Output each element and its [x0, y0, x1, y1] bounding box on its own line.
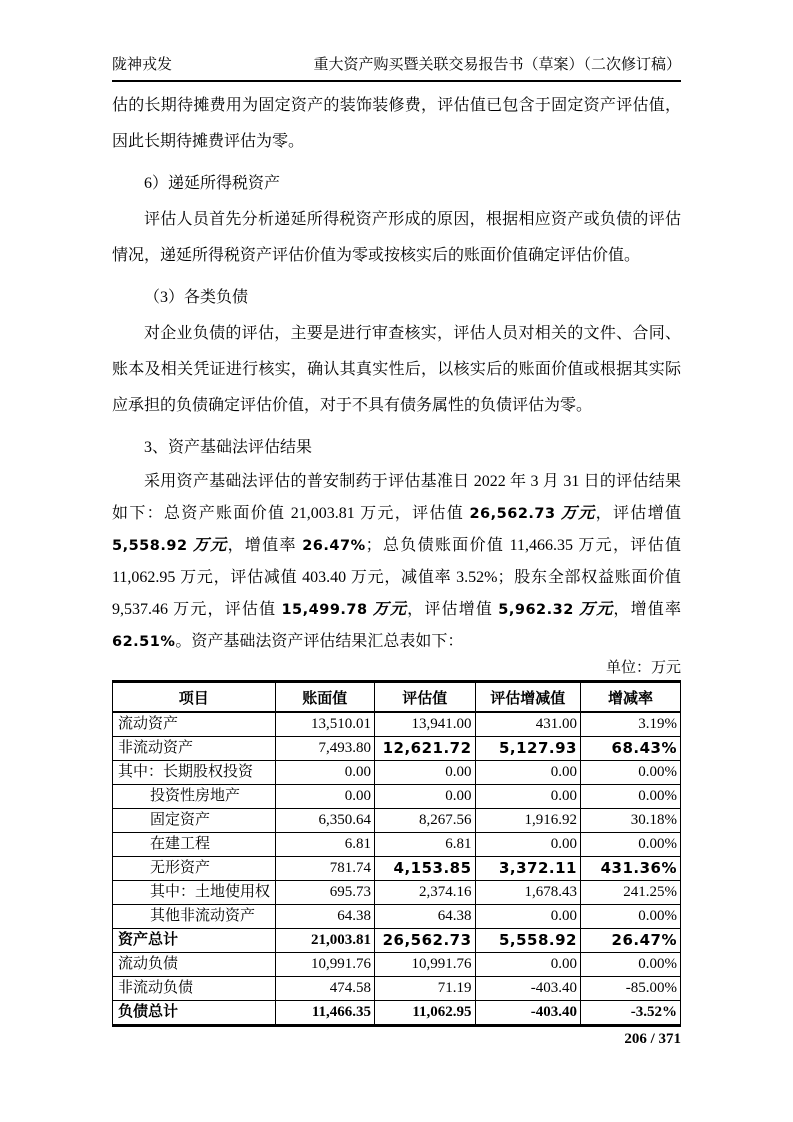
table-header-row — [113, 682, 681, 713]
row-label: 在建工程 — [113, 833, 276, 857]
row-label: 其他非流动资产 — [113, 905, 276, 929]
row-label: 其中：长期股权投资 — [113, 761, 276, 785]
text-run: 6）递延所得税资产 — [144, 175, 281, 192]
cell-value: 474.58 — [275, 977, 374, 1001]
body-paragraph — [112, 202, 681, 274]
row-label: 固定资产 — [113, 809, 276, 833]
emphasized-value: 万元 — [367, 601, 408, 618]
cell-value: 11,466.35 — [275, 1001, 374, 1026]
text-run: （3）各类负债 — [144, 289, 249, 306]
row-label: 负债总计 — [113, 1001, 276, 1026]
row-label: 流动负债 — [113, 953, 276, 977]
text-run: 采用资产基础法评估的普安制药于评估基准日 2022 年 3 月 31 日的评估结果如下：总资产账面价值 21,003.81 万元，评估值 — [112, 473, 681, 522]
table-row — [113, 809, 681, 833]
cell-value: 12,621.72 — [375, 737, 476, 761]
table-row — [113, 857, 681, 881]
emphasized-value: 万元 — [187, 537, 228, 554]
cell-value: 0.00% — [580, 785, 680, 809]
cell-value: 0.00 — [375, 761, 476, 785]
table-row — [113, 1001, 681, 1026]
table-row — [113, 737, 681, 761]
text-run: ，评估增值 — [407, 601, 499, 618]
cell-value: 6,350.64 — [275, 809, 374, 833]
cell-value: 10,991.76 — [275, 953, 374, 977]
emphasized-value: 万元 — [555, 505, 596, 522]
cell-value: -403.40 — [475, 977, 580, 1001]
section-heading — [112, 166, 681, 202]
body-paragraph — [112, 316, 681, 424]
cell-value: 431.00 — [475, 712, 580, 737]
cell-value: 6.81 — [275, 833, 374, 857]
cell-value: 3,372.11 — [475, 857, 580, 881]
emphasized-value: 15,499.78 — [281, 602, 368, 618]
emphasized-value: 5,962.32 — [498, 602, 574, 618]
emphasized-value: 26,562.73 — [469, 506, 556, 522]
row-label: 投资性房地产 — [113, 785, 276, 809]
cell-value: 0.00 — [275, 785, 374, 809]
cell-value: 431.36% — [580, 857, 680, 881]
row-label: 无形资产 — [113, 857, 276, 881]
text-run: 。资产基础法资产评估结果汇总表如下： — [175, 633, 464, 650]
emphasized-value: 5,558.92 — [112, 538, 188, 554]
cell-value: 695.73 — [275, 881, 374, 905]
row-label: 非流动资产 — [113, 737, 276, 761]
table-row — [113, 833, 681, 857]
cell-value: 0.00% — [580, 761, 680, 785]
body-paragraph — [112, 466, 681, 658]
cell-value: -85.00% — [580, 977, 680, 1001]
column-header: 项目 — [113, 682, 276, 713]
cell-value: 0.00 — [475, 905, 580, 929]
table-row — [113, 881, 681, 905]
cell-value: 1,916.92 — [475, 809, 580, 833]
cell-value: 10,991.76 — [375, 953, 476, 977]
section-heading — [112, 280, 681, 316]
body-paragraph — [112, 88, 681, 160]
cell-value: 64.38 — [375, 905, 476, 929]
row-label: 资产总计 — [113, 929, 276, 953]
cell-value: 8,267.56 — [375, 809, 476, 833]
page-number: 206 / 371 — [624, 1031, 681, 1047]
cell-value: 0.00 — [475, 953, 580, 977]
cell-value: 0.00 — [475, 761, 580, 785]
cell-value: 0.00 — [475, 785, 580, 809]
cell-value: 71.19 — [375, 977, 476, 1001]
cell-value: 13,941.00 — [375, 712, 476, 737]
cell-value: 26.47% — [580, 929, 680, 953]
column-header: 评估值 — [375, 682, 476, 713]
cell-value: -403.40 — [475, 1001, 580, 1026]
cell-value: 241.25% — [580, 881, 680, 905]
cell-value: 0.00% — [580, 905, 680, 929]
cell-value: 781.74 — [275, 857, 374, 881]
document-body — [112, 88, 681, 1048]
cell-value: 68.43% — [580, 737, 680, 761]
cell-value: 0.00% — [580, 833, 680, 857]
column-header: 增减率 — [580, 682, 680, 713]
header-right-text: 重大资产购买暨关联交易报告书（草案）（二次修订稿） — [313, 57, 681, 73]
table-row — [113, 785, 681, 809]
emphasized-value: 62.51% — [112, 634, 176, 650]
emphasized-value: 26.47% — [302, 538, 366, 554]
table-header — [113, 682, 681, 713]
cell-value: 0.00 — [475, 833, 580, 857]
row-label: 流动资产 — [113, 712, 276, 737]
cell-value: 4,153.85 — [375, 857, 476, 881]
table-row — [113, 953, 681, 977]
section-heading — [112, 430, 681, 466]
text-run: ，增值率 — [613, 601, 681, 618]
table-row — [113, 929, 681, 953]
cell-value: 13,510.01 — [275, 712, 374, 737]
cell-value: 11,062.95 — [375, 1001, 476, 1026]
text-run: ，评估增值 — [595, 505, 681, 522]
header-left-text: 陇神戎发 — [112, 57, 173, 73]
cell-value: 5,558.92 — [475, 929, 580, 953]
text-run: 对企业负债的评估，主要是进行审查核实，评估人员对相关的文件、合同、账本及相关凭证进行核实，确认其真实性后，以核实后的账面价值或根据其实际应承担的负债确定评估价值，对于不具有债务属性的负债评估为零。 — [112, 325, 681, 414]
table-row — [113, 761, 681, 785]
table-row — [113, 905, 681, 929]
table-body — [113, 712, 681, 1026]
text-run: 3、资产基础法评估结果 — [144, 439, 313, 456]
column-header: 账面值 — [275, 682, 374, 713]
emphasized-value: 万元 — [573, 601, 614, 618]
text-run: 评估人员首先分析递延所得税资产形成的原因，根据相应资产或负债的评估情况，递延所得税资产评估价值为零或按核实后的账面价值确定评估价值。 — [112, 211, 681, 264]
table-row — [113, 712, 681, 737]
cell-value: 26,562.73 — [375, 929, 476, 953]
text-run: ，增值率 — [227, 537, 303, 554]
valuation-summary-table — [112, 680, 681, 1027]
cell-value: -3.52% — [580, 1001, 680, 1026]
row-label: 非流动负债 — [113, 977, 276, 1001]
unit-note: 单位：万元 — [605, 660, 681, 676]
cell-value: 3.19% — [580, 712, 680, 737]
column-header: 评估增减值 — [475, 682, 580, 713]
text-run: 估的长期待摊费用为固定资产的装饰装修费，评估值已包含于固定资产评估值，因此长期待摊费评估为零。 — [112, 97, 681, 150]
cell-value: 2,374.16 — [375, 881, 476, 905]
cell-value: 0.00% — [580, 953, 680, 977]
cell-value: 6.81 — [375, 833, 476, 857]
table-row — [113, 977, 681, 1001]
cell-value: 64.38 — [275, 905, 374, 929]
cell-value: 0.00 — [275, 761, 374, 785]
cell-value: 5,127.93 — [475, 737, 580, 761]
text-blocks — [112, 88, 681, 658]
cell-value: 7,493.80 — [275, 737, 374, 761]
cell-value: 21,003.81 — [275, 929, 374, 953]
cell-value: 30.18% — [580, 809, 680, 833]
row-label: 其中：土地使用权 — [113, 881, 276, 905]
cell-value: 1,678.43 — [475, 881, 580, 905]
page-header — [112, 0, 681, 82]
cell-value: 0.00 — [375, 785, 476, 809]
text-run: ；总负债账面价值 11,466.35 万元，评估值 11,062.95 万元，评估减值 403.40 万元，减值率 3.52%；股东全部权益账面价值 9,537.46 万元，评估值 — [112, 537, 681, 618]
